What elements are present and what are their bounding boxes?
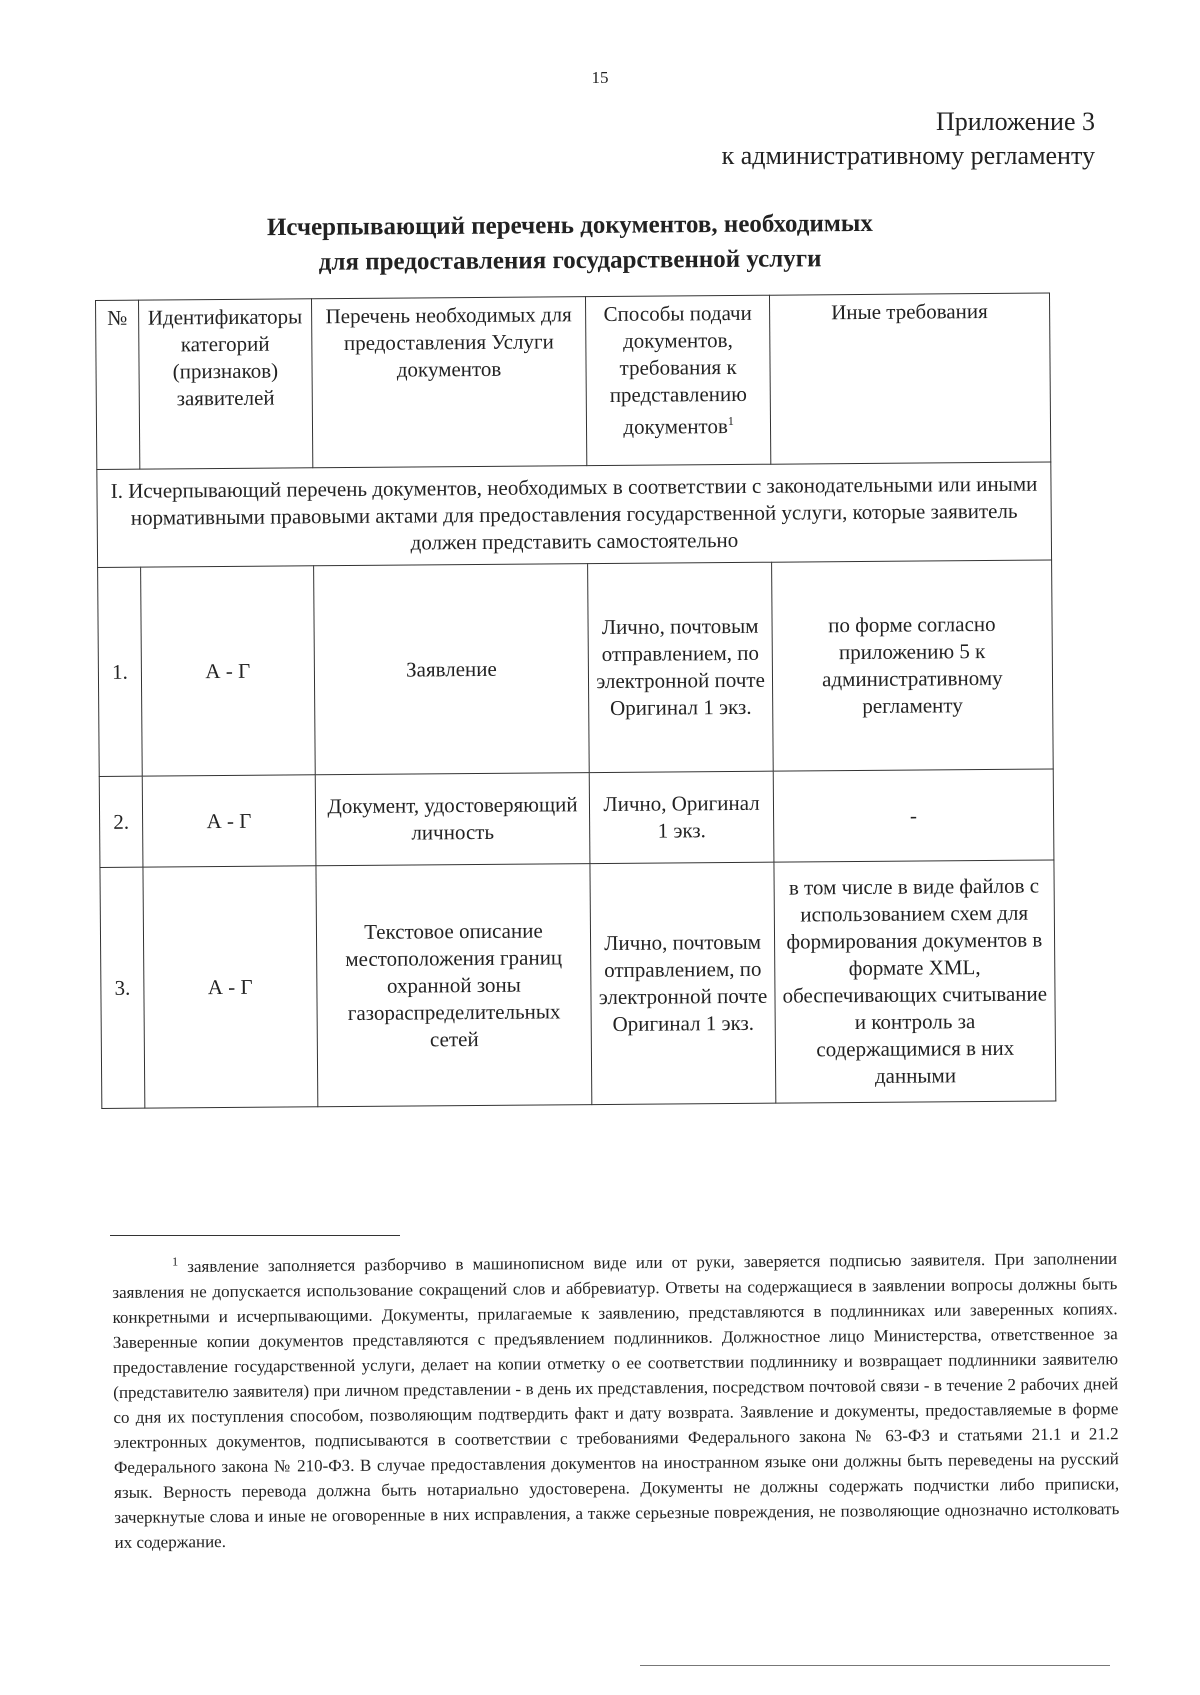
row-method: Лично, почтовым отправлением, по электронной почте Оригинал 1 экз. bbox=[588, 562, 773, 772]
footnote-marker: 1 bbox=[172, 1254, 179, 1269]
section-title: I. Исчерпывающий перечень документов, необходимых в соответствии с законодательными или иными нормативными правовыми актами для предоставления государственной услуги, которые заявитель должен представить самостоятельно bbox=[97, 462, 1052, 567]
row-document: Документ, удостоверяющий личность bbox=[315, 773, 591, 866]
row-method: Лично, почтовым отправлением, по электронной почте Оригинал 1 экз. bbox=[590, 862, 775, 1104]
row-category: А - Г bbox=[142, 775, 315, 867]
header-methods bbox=[586, 295, 771, 465]
table-row bbox=[99, 769, 1054, 867]
title-line-2: для предоставления государственной услуги bbox=[318, 245, 822, 276]
row-number: 3. bbox=[100, 867, 145, 1108]
header-categories: Идентификаторы категорий (признаков) заявителей bbox=[139, 299, 313, 469]
row-method: Лично, Оригинал 1 экз. bbox=[590, 771, 774, 863]
row-other: по форме согласно приложению 5 к административному регламенту bbox=[771, 560, 1053, 771]
footnote-text: заявление заполняется разборчиво в машинописном виде или от руки, заверяется подписью заявителя. При заполнении заявления не допускается использование сокращений слов и аббревиатур. Ответы на содержащиеся в заявлении вопросы должны быть конкретными и исчерпывающими. Документы, прилагаемые к заявлению, представляются в подлинниках или заверенных копиях. Заверенные копии документов представляются с предъявлением подлинников. Должностное лицо Министерства, ответственное за предоставление государственной услуги, делает на копии отметку о ее соответствии подлиннику и возвращает подлинники заявителю (представителю заявителя) при личном представлении - в день их представления, посредством почтовой связи - в течение 2 рабочих дней со дня их поступления способом, позволяющим подтвердить факт и дату возврата. Заявление и документы, предоставляемые в форме электронных документов, подписываются в соответствии с требованиями Федерального закона № 63-ФЗ и статьями 21.1 и 21.2 Федерального закона № 210-ФЗ. В случае предоставления документов на иностранном языке они должны быть переведены на русский язык. Верность перевода должна быть нотариально удостоверена. Документы не должны содержать подчистки либо приписки, зачеркнутые слова и иные не оговоренные в них исправления, а также серьезные повреждения, не позволяющие однозначно истолковать их содержание. bbox=[112, 1248, 1120, 1552]
header-number: № bbox=[96, 300, 140, 469]
row-category: А - Г bbox=[143, 866, 317, 1108]
row-category: А - Г bbox=[141, 566, 315, 776]
table-row bbox=[98, 560, 1054, 776]
title-line-1: Исчерпывающий перечень документов, необходимых bbox=[266, 209, 873, 242]
row-other: в том числе в виде файлов с использованием схем для формирования документов в формате XML, обеспечивающих считывание и контроль за содержащимися в них данными bbox=[774, 860, 1056, 1103]
table-header-row bbox=[96, 293, 1051, 469]
footnote-reference: 1 bbox=[727, 413, 734, 429]
appendix-subtitle: к административному регламенту bbox=[721, 141, 1095, 170]
section-row bbox=[97, 462, 1052, 567]
page-bottom-line bbox=[640, 1665, 1110, 1666]
document-title bbox=[140, 205, 1000, 281]
header-methods-text: Способы подачи документов, требования к представлению документов bbox=[603, 300, 752, 439]
table-row bbox=[100, 860, 1056, 1108]
row-number: 1. bbox=[98, 567, 143, 776]
row-document: Текстовое описание местоположения границ охранной зоны газораспределительных сетей bbox=[316, 864, 593, 1107]
header-other: Иные требования bbox=[769, 293, 1051, 464]
documents-table bbox=[95, 292, 1056, 1108]
appendix-title: Приложение 3 bbox=[935, 107, 1095, 136]
row-number: 2. bbox=[99, 776, 143, 867]
row-document: Заявление bbox=[313, 564, 590, 775]
footnote bbox=[112, 1241, 1120, 1554]
appendix-header bbox=[495, 105, 1095, 173]
row-other: - bbox=[773, 769, 1054, 862]
header-documents: Перечень необходимых для предоставления Услуги документов bbox=[311, 297, 587, 468]
page-number: 15 bbox=[591, 68, 609, 87]
footnote-divider bbox=[110, 1235, 400, 1236]
